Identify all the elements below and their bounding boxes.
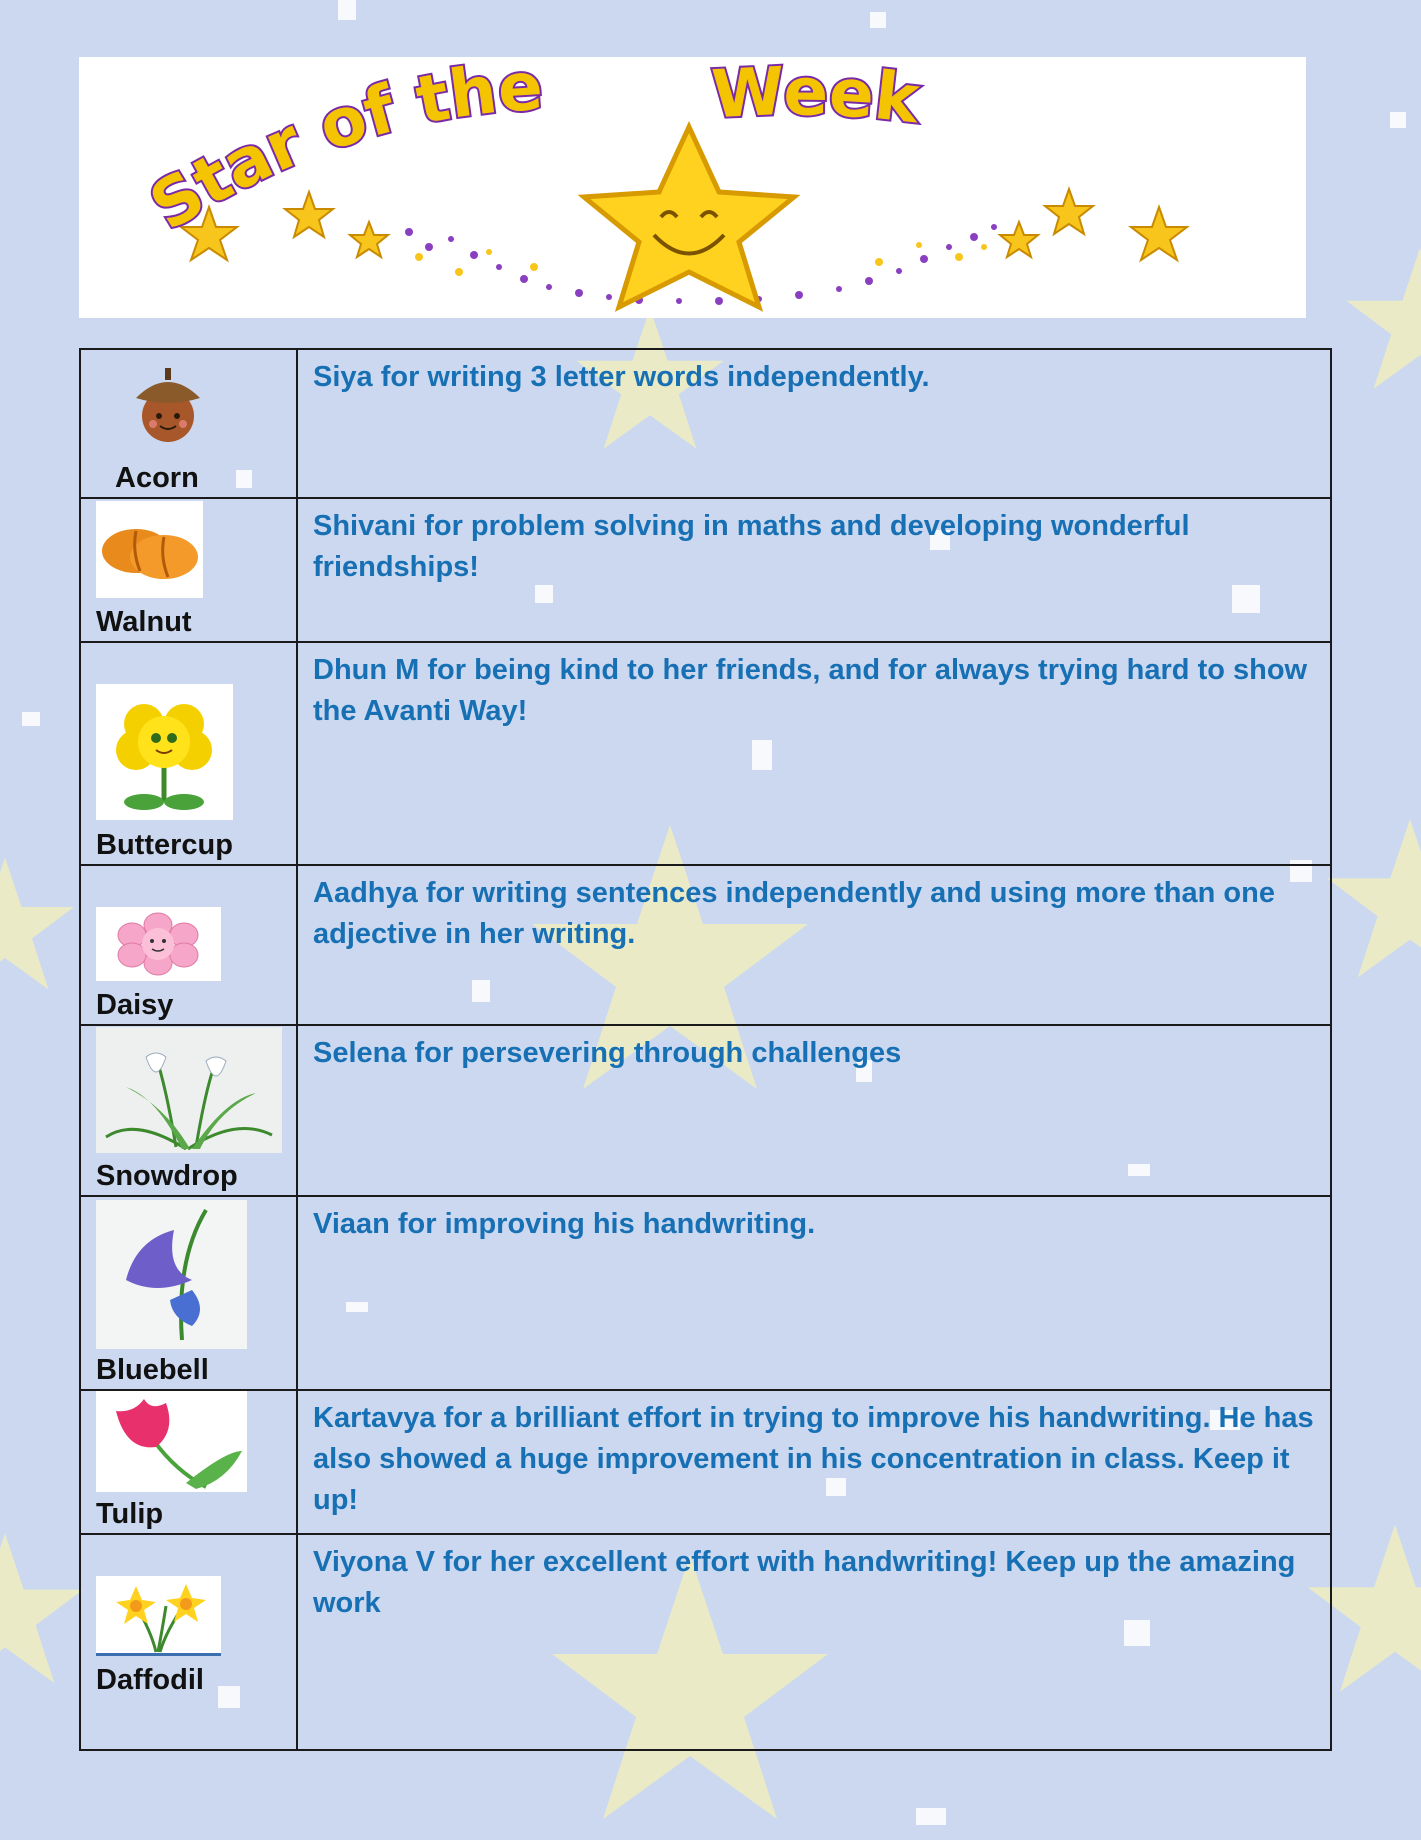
- svg-text:Week: [710, 57, 925, 139]
- table-row: [80, 865, 1331, 1025]
- class-name: Acorn: [115, 462, 199, 494]
- sparkle: [22, 712, 40, 726]
- class-name: Bluebell: [96, 1354, 209, 1386]
- class-name: Walnut: [96, 606, 192, 638]
- sparkle: [870, 12, 886, 28]
- award-text: Viaan for improving his handwriting.: [313, 1208, 816, 1240]
- background-star-icon: [0, 840, 80, 1010]
- tulip-icon: [96, 1391, 247, 1492]
- award-cell: [297, 1025, 1331, 1196]
- class-cell: [80, 1196, 297, 1390]
- award-cell: [297, 1390, 1331, 1534]
- daisy-icon: [96, 907, 221, 981]
- banner-title-right: Week: [709, 57, 923, 139]
- award-cell: [297, 1534, 1331, 1750]
- award-cell: [297, 498, 1331, 642]
- class-cell: [80, 1534, 297, 1750]
- table-row: [80, 642, 1331, 865]
- awards-table: [79, 348, 1332, 1751]
- class-name: Daffodil: [96, 1664, 204, 1696]
- class-cell: [80, 642, 297, 865]
- class-cell: [80, 1390, 297, 1534]
- award-text: Aadhya for writing sentences independently and using more than one adjective in her writing.: [313, 877, 1275, 950]
- walnut-icon: [96, 501, 203, 598]
- background-star-icon: [1320, 800, 1421, 1000]
- table-row: [80, 1534, 1331, 1750]
- class-cell: [80, 498, 297, 642]
- sparkle: [916, 1808, 946, 1825]
- background-star-icon: [0, 1500, 90, 1720]
- buttercup-icon: [96, 684, 233, 820]
- award-text: Dhun M for being kind to her friends, and for always trying hard to show the Avanti Way!: [313, 654, 1308, 727]
- sparkle: [338, 0, 356, 20]
- award-text: Selena for persevering through challenges: [313, 1037, 902, 1069]
- table-row: [80, 1196, 1331, 1390]
- banner-title-left: Star of the: [137, 57, 545, 246]
- class-cell: [80, 1025, 297, 1196]
- award-cell: [297, 642, 1331, 865]
- award-cell: [297, 865, 1331, 1025]
- table-row: [80, 1390, 1331, 1534]
- class-name: Tulip: [96, 1498, 164, 1530]
- star-of-the-week-banner: [79, 57, 1306, 318]
- table-row: [80, 1025, 1331, 1196]
- bluebell-icon: [96, 1200, 247, 1349]
- table-row: [80, 349, 1331, 498]
- class-name: Snowdrop: [96, 1160, 238, 1192]
- award-cell: [297, 1196, 1331, 1390]
- table-row: [80, 498, 1331, 642]
- award-text: Kartavya for a brilliant effort in trying to improve his handwriting. He has also showed a huge improvement in his concentration in class. Keep it up!: [313, 1402, 1314, 1516]
- acorn-icon: [126, 362, 210, 446]
- class-name: Daisy: [96, 989, 174, 1021]
- award-cell: [297, 349, 1331, 498]
- class-cell: [80, 349, 297, 498]
- sparkle: [1390, 112, 1406, 128]
- award-text: Viyona V for her excellent effort with handwriting! Keep up the amazing work: [313, 1546, 1296, 1619]
- snowdrop-icon: [96, 1027, 282, 1153]
- banner-art: [79, 57, 1306, 318]
- award-text: Shivani for problem solving in maths and developing wonderful friendships!: [313, 510, 1190, 583]
- class-cell: [80, 865, 297, 1025]
- daffodil-icon: [96, 1576, 221, 1656]
- background-star-icon: [1340, 240, 1421, 400]
- svg-text:Star of the: [137, 57, 545, 245]
- award-text: Siya for writing 3 letter words independently.: [313, 361, 930, 393]
- class-name: Buttercup: [96, 829, 233, 861]
